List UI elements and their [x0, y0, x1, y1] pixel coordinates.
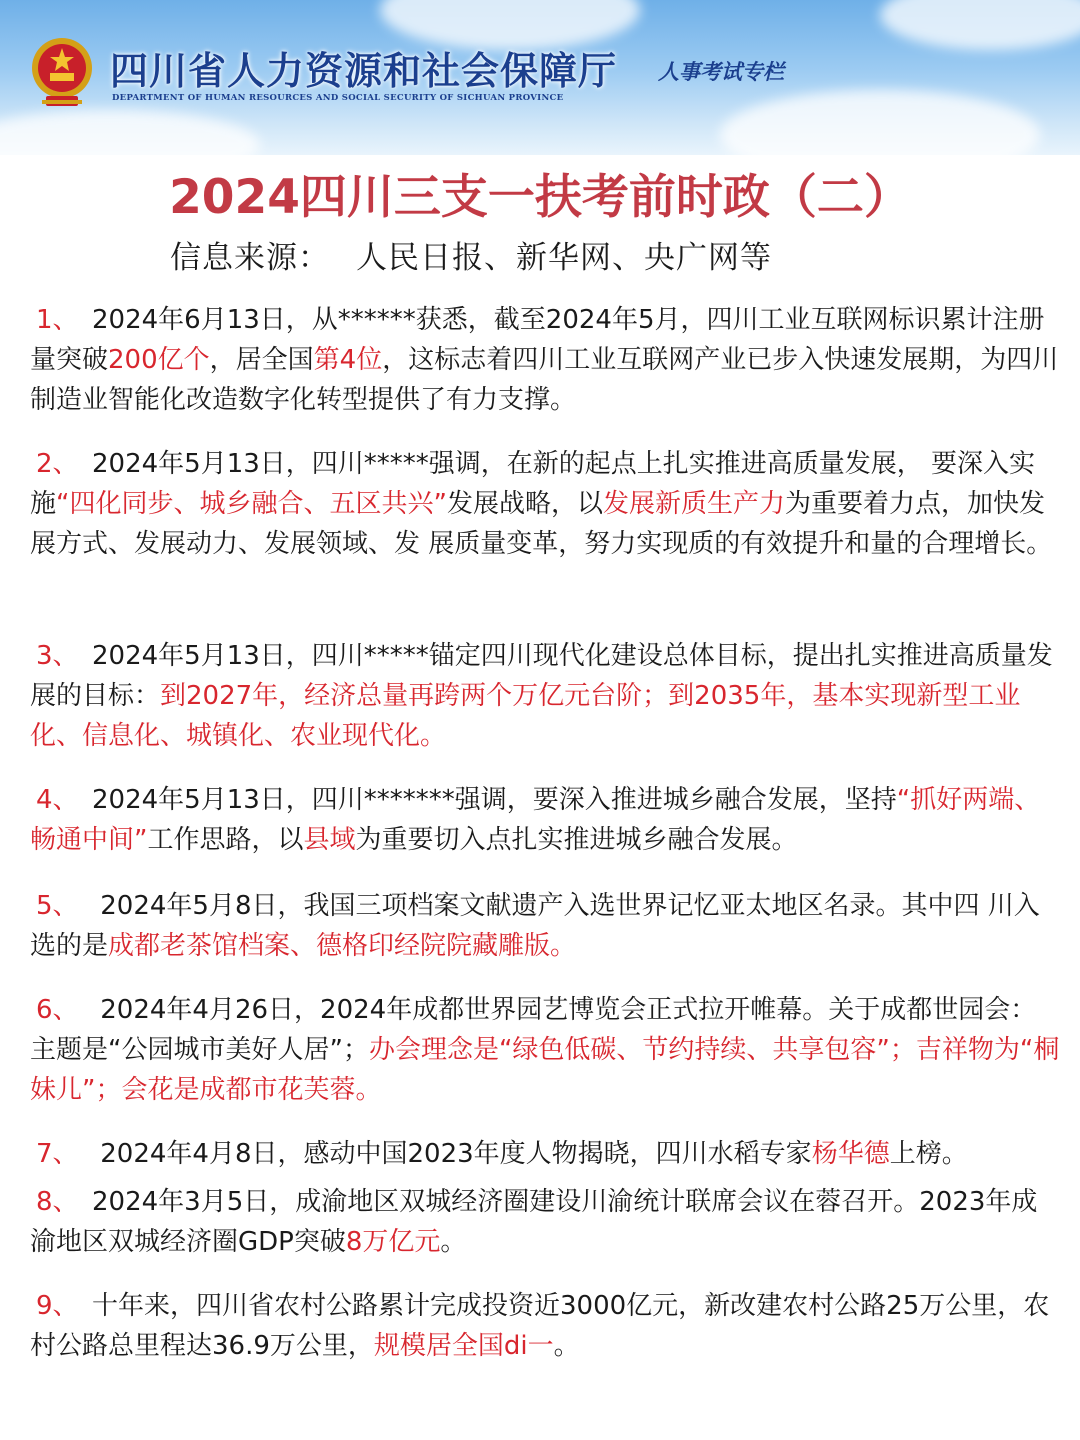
news-item [30, 636, 1060, 756]
exam-column-tag: 人事考试专栏 [658, 59, 784, 84]
item-number: 2、 [36, 449, 79, 479]
item-number: 3、 [36, 641, 79, 671]
news-item [30, 1134, 1060, 1174]
cloud-decoration [880, 0, 1080, 50]
item-number: 9、 [36, 1291, 79, 1321]
item-text: 发展战略，以 [446, 489, 603, 519]
national-emblem-icon [28, 34, 96, 110]
highlighted-text: “抓好两端、畅通中间” [30, 785, 1041, 855]
source-value: 人民日报、新华网、央广网等 [356, 240, 772, 276]
news-item [30, 990, 1060, 1110]
item-text: ，居全国 [209, 345, 314, 375]
highlighted-text: 200亿个 [108, 345, 210, 375]
item-number: 5、 [36, 891, 79, 921]
news-item [30, 1182, 1060, 1262]
news-item [30, 780, 1060, 860]
item-number: 8、 [36, 1187, 79, 1217]
item-text: 为重要切入点扎实推进城乡融合发展。 [355, 825, 798, 855]
header-banner [0, 0, 1080, 155]
news-item [30, 444, 1060, 564]
source-line [170, 232, 772, 277]
cloud-decoration [720, 90, 1040, 155]
item-text: 为重要着力点，加快发展方式、发展动力、发展领域、发 展质量变革，努力实现质的有效提升和量的合理增长。 [30, 489, 1053, 559]
item-text: 十年来，四川省农村公路累计完成投资近3000亿元，新改建农村公路25万公里，农村公路总里程达36.9万公里， [30, 1291, 1050, 1361]
item-text: ，这标志着四川工业互联网产业已步入快速发展期，为四川制造业智能化改造数字化转型提供了有力支撑。 [30, 345, 1059, 415]
highlighted-text: 县域 [303, 825, 356, 855]
item-text: 2024年5月13日，四川*****强调，在新的起点上扎实推进高质量发展， 要深入实施 [30, 449, 1036, 519]
highlighted-text: 办会理念是“绿色低碳、节约持续、共享包容”；吉祥物为“桐妹儿”；会花是成都市花芙蓉。 [30, 1035, 1060, 1105]
org-name-en: DEPARTMENT OF HUMAN RESOURCES AND SOCIAL SECURITY OF SICHUAN PROVINCE [112, 93, 564, 103]
news-item [30, 1286, 1060, 1366]
item-number: 7、 [36, 1139, 79, 1169]
highlighted-text: 发展新质生产力 [602, 489, 785, 519]
item-text: 。 [440, 1227, 467, 1257]
item-text: 2024年3月5日，成渝地区双城经济圈建设川渝统计联席会议在蓉召开。2023年成渝地区双城经济圈GDP突破 [30, 1187, 1038, 1257]
item-text: 。 [553, 1331, 580, 1361]
item-text: 2024年5月13日，四川*****锚定四川现代化建设总体目标，提出扎实推进高质量发展的目标： [30, 641, 1053, 711]
item-text: 2024年4月26日，2024年成都世界园艺博览会正式拉开帷幕。关于成都世园会：主题是“公园城市美好人居”； [30, 995, 1037, 1065]
item-text: 上榜。 [889, 1139, 968, 1169]
news-item [30, 300, 1060, 420]
item-text: 2024年4月8日，感动中国2023年度人物揭晓，四川水稻专家 [92, 1139, 812, 1169]
highlighted-text: 杨华德 [811, 1139, 890, 1169]
item-text: 工作思路，以 [147, 825, 304, 855]
item-text: 2024年6月13日，从******获悉，截至2024年5月，四川工业互联网标识累计注册量突破 [30, 305, 1045, 375]
highlighted-text: 8万亿元 [345, 1227, 441, 1257]
highlighted-text: 到2027年，经济总量再跨两个万亿元台阶；到2035年，基本实现新型工业化、信息化、城镇化、农业现代化。 [30, 681, 1021, 751]
page-title: 2024四川三支一扶考前时政（二） [169, 170, 911, 225]
source-label: 信息来源： [170, 240, 330, 276]
highlighted-text: 规模居全国di一 [373, 1331, 554, 1361]
item-number: 1、 [36, 305, 79, 335]
item-number: 4、 [36, 785, 79, 815]
item-text: 2024年5月8日，我国三项档案文献遗产入选世界记忆亚太地区名录。其中四 川入选的是 [30, 891, 1040, 961]
org-name: 四川省人力资源和社会保障厅 [110, 48, 618, 93]
cloud-decoration [0, 110, 260, 155]
highlighted-text: 成都老茶馆档案、德格印经院院藏雕版。 [108, 931, 577, 961]
news-item [30, 886, 1060, 966]
highlighted-text: 第4位 [313, 345, 383, 375]
item-text: 2024年5月13日，四川*******强调，要深入推进城乡融合发展，坚持 [92, 785, 897, 815]
highlighted-text: “四化同步、城乡融合、五区共兴” [56, 489, 447, 519]
item-number: 6、 [36, 995, 79, 1025]
